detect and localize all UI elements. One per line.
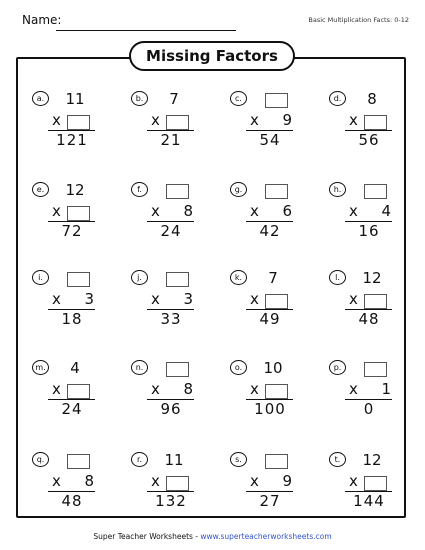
problem-letter: e. (32, 182, 49, 197)
problem-7 (230, 182, 310, 252)
missing-factor-box[interactable] (265, 184, 288, 199)
problem-20 (329, 452, 409, 522)
product: 144 (353, 492, 385, 510)
multiply-sign: x (151, 111, 160, 129)
problem-letter: f. (131, 182, 148, 197)
bottom-factor: 8 (84, 472, 94, 490)
product: 33 (160, 310, 182, 328)
product: 21 (160, 131, 182, 149)
footer (0, 532, 425, 541)
problem-letter: s. (230, 452, 247, 467)
problem-4 (329, 91, 409, 161)
problem-letter: h. (329, 182, 346, 197)
problem-8 (329, 182, 409, 252)
missing-factor-box[interactable] (166, 115, 189, 130)
problem-3 (230, 91, 310, 161)
missing-factor-box[interactable] (67, 384, 90, 399)
problem-letter: l. (329, 270, 346, 285)
multiply-sign: x (250, 202, 259, 220)
problem-letter: p. (329, 360, 346, 375)
problem-letter: b. (131, 91, 148, 106)
product: 56 (358, 131, 380, 149)
top-factor: 12 (362, 269, 382, 287)
bottom-factor: 3 (183, 290, 193, 308)
multiply-sign: x (151, 290, 160, 308)
bottom-factor: 4 (381, 202, 391, 220)
problem-letter: o. (230, 360, 247, 375)
multiply-sign: x (151, 202, 160, 220)
multiply-sign: x (52, 202, 61, 220)
missing-factor-box[interactable] (67, 272, 90, 287)
problem-10 (131, 270, 211, 340)
product: 72 (61, 222, 83, 240)
problem-14 (131, 360, 211, 430)
multiply-sign: x (250, 472, 259, 490)
missing-factor-box[interactable] (166, 184, 189, 199)
multiply-sign: x (349, 202, 358, 220)
missing-factor-box[interactable] (67, 454, 90, 469)
missing-factor-box[interactable] (364, 362, 387, 377)
product: 96 (160, 400, 182, 418)
bottom-factor: 9 (282, 472, 292, 490)
missing-factor-box[interactable] (166, 272, 189, 287)
multiply-sign: x (151, 472, 160, 490)
problem-5 (32, 182, 112, 252)
top-factor: 11 (65, 90, 85, 108)
missing-factor-box[interactable] (265, 454, 288, 469)
product: 16 (358, 222, 380, 240)
product: 132 (155, 492, 187, 510)
top-factor: 11 (164, 451, 184, 469)
multiply-sign: x (151, 380, 160, 398)
multiply-sign: x (52, 472, 61, 490)
missing-factor-box[interactable] (364, 184, 387, 199)
top-factor: 12 (65, 181, 85, 199)
multiply-sign: x (52, 380, 61, 398)
problem-1 (32, 91, 112, 161)
product: 27 (259, 492, 281, 510)
problem-12 (329, 270, 409, 340)
problem-6 (131, 182, 211, 252)
missing-factor-box[interactable] (364, 115, 387, 130)
problem-16 (329, 360, 409, 430)
multiply-sign: x (250, 290, 259, 308)
multiply-sign: x (349, 290, 358, 308)
bottom-factor: 9 (282, 111, 292, 129)
missing-factor-box[interactable] (67, 115, 90, 130)
multiply-sign: x (250, 380, 259, 398)
multiply-sign: x (52, 290, 61, 308)
problem-18 (131, 452, 211, 522)
product: 18 (61, 310, 83, 328)
top-factor: 12 (362, 451, 382, 469)
worksheet-subtitle: Basic Multiplication Facts: 0-12 (308, 16, 409, 24)
problem-letter: k. (230, 270, 247, 285)
product: 121 (56, 131, 88, 149)
problem-letter: a. (32, 91, 49, 106)
name-label: Name: (22, 13, 62, 27)
footer-separator: - (192, 532, 201, 541)
bottom-factor: 8 (183, 202, 193, 220)
multiply-sign: x (349, 472, 358, 490)
missing-factor-box[interactable] (265, 294, 288, 309)
multiply-sign: x (250, 111, 259, 129)
problem-letter: n. (131, 360, 148, 375)
problem-letter: i. (32, 270, 49, 285)
top-factor: 4 (70, 359, 80, 377)
bottom-factor: 8 (183, 380, 193, 398)
product: 54 (259, 131, 281, 149)
top-factor: 8 (367, 90, 377, 108)
bottom-factor: 1 (381, 380, 391, 398)
product: 24 (160, 222, 182, 240)
product: 100 (254, 400, 286, 418)
footer-brand: Super Teacher Worksheets (93, 532, 193, 541)
missing-factor-box[interactable] (166, 362, 189, 377)
missing-factor-box[interactable] (265, 384, 288, 399)
product: 49 (259, 310, 281, 328)
product: 24 (61, 400, 83, 418)
problem-15 (230, 360, 310, 430)
missing-factor-box[interactable] (67, 206, 90, 221)
problem-2 (131, 91, 211, 161)
multiply-sign: x (349, 111, 358, 129)
missing-factor-box[interactable] (166, 476, 189, 491)
product: 0 (363, 400, 375, 418)
problem-letter: g. (230, 182, 247, 197)
problem-letter: c. (230, 91, 247, 106)
problem-letter: t. (329, 452, 346, 467)
problem-letter: d. (329, 91, 346, 106)
product: 48 (61, 492, 83, 510)
problem-11 (230, 270, 310, 340)
product: 48 (358, 310, 380, 328)
multiply-sign: x (52, 111, 61, 129)
missing-factor-box[interactable] (364, 294, 387, 309)
footer-url[interactable]: www.superteacherworksheets.com (200, 532, 332, 541)
problem-13 (32, 360, 112, 430)
problem-17 (32, 452, 112, 522)
top-factor: 7 (268, 269, 278, 287)
bottom-factor: 3 (84, 290, 94, 308)
missing-factor-box[interactable] (364, 476, 387, 491)
top-factor: 10 (263, 359, 283, 377)
multiply-sign: x (349, 380, 358, 398)
worksheet-title: Missing Factors (129, 41, 295, 71)
missing-factor-box[interactable] (265, 93, 288, 108)
bottom-factor: 6 (282, 202, 292, 220)
problem-letter: m. (32, 360, 49, 375)
problem-19 (230, 452, 310, 522)
problem-letter: r. (131, 452, 148, 467)
problem-letter: j. (131, 270, 148, 285)
problem-9 (32, 270, 112, 340)
top-factor: 7 (169, 90, 179, 108)
product: 42 (259, 222, 281, 240)
problem-letter: q. (32, 452, 49, 467)
